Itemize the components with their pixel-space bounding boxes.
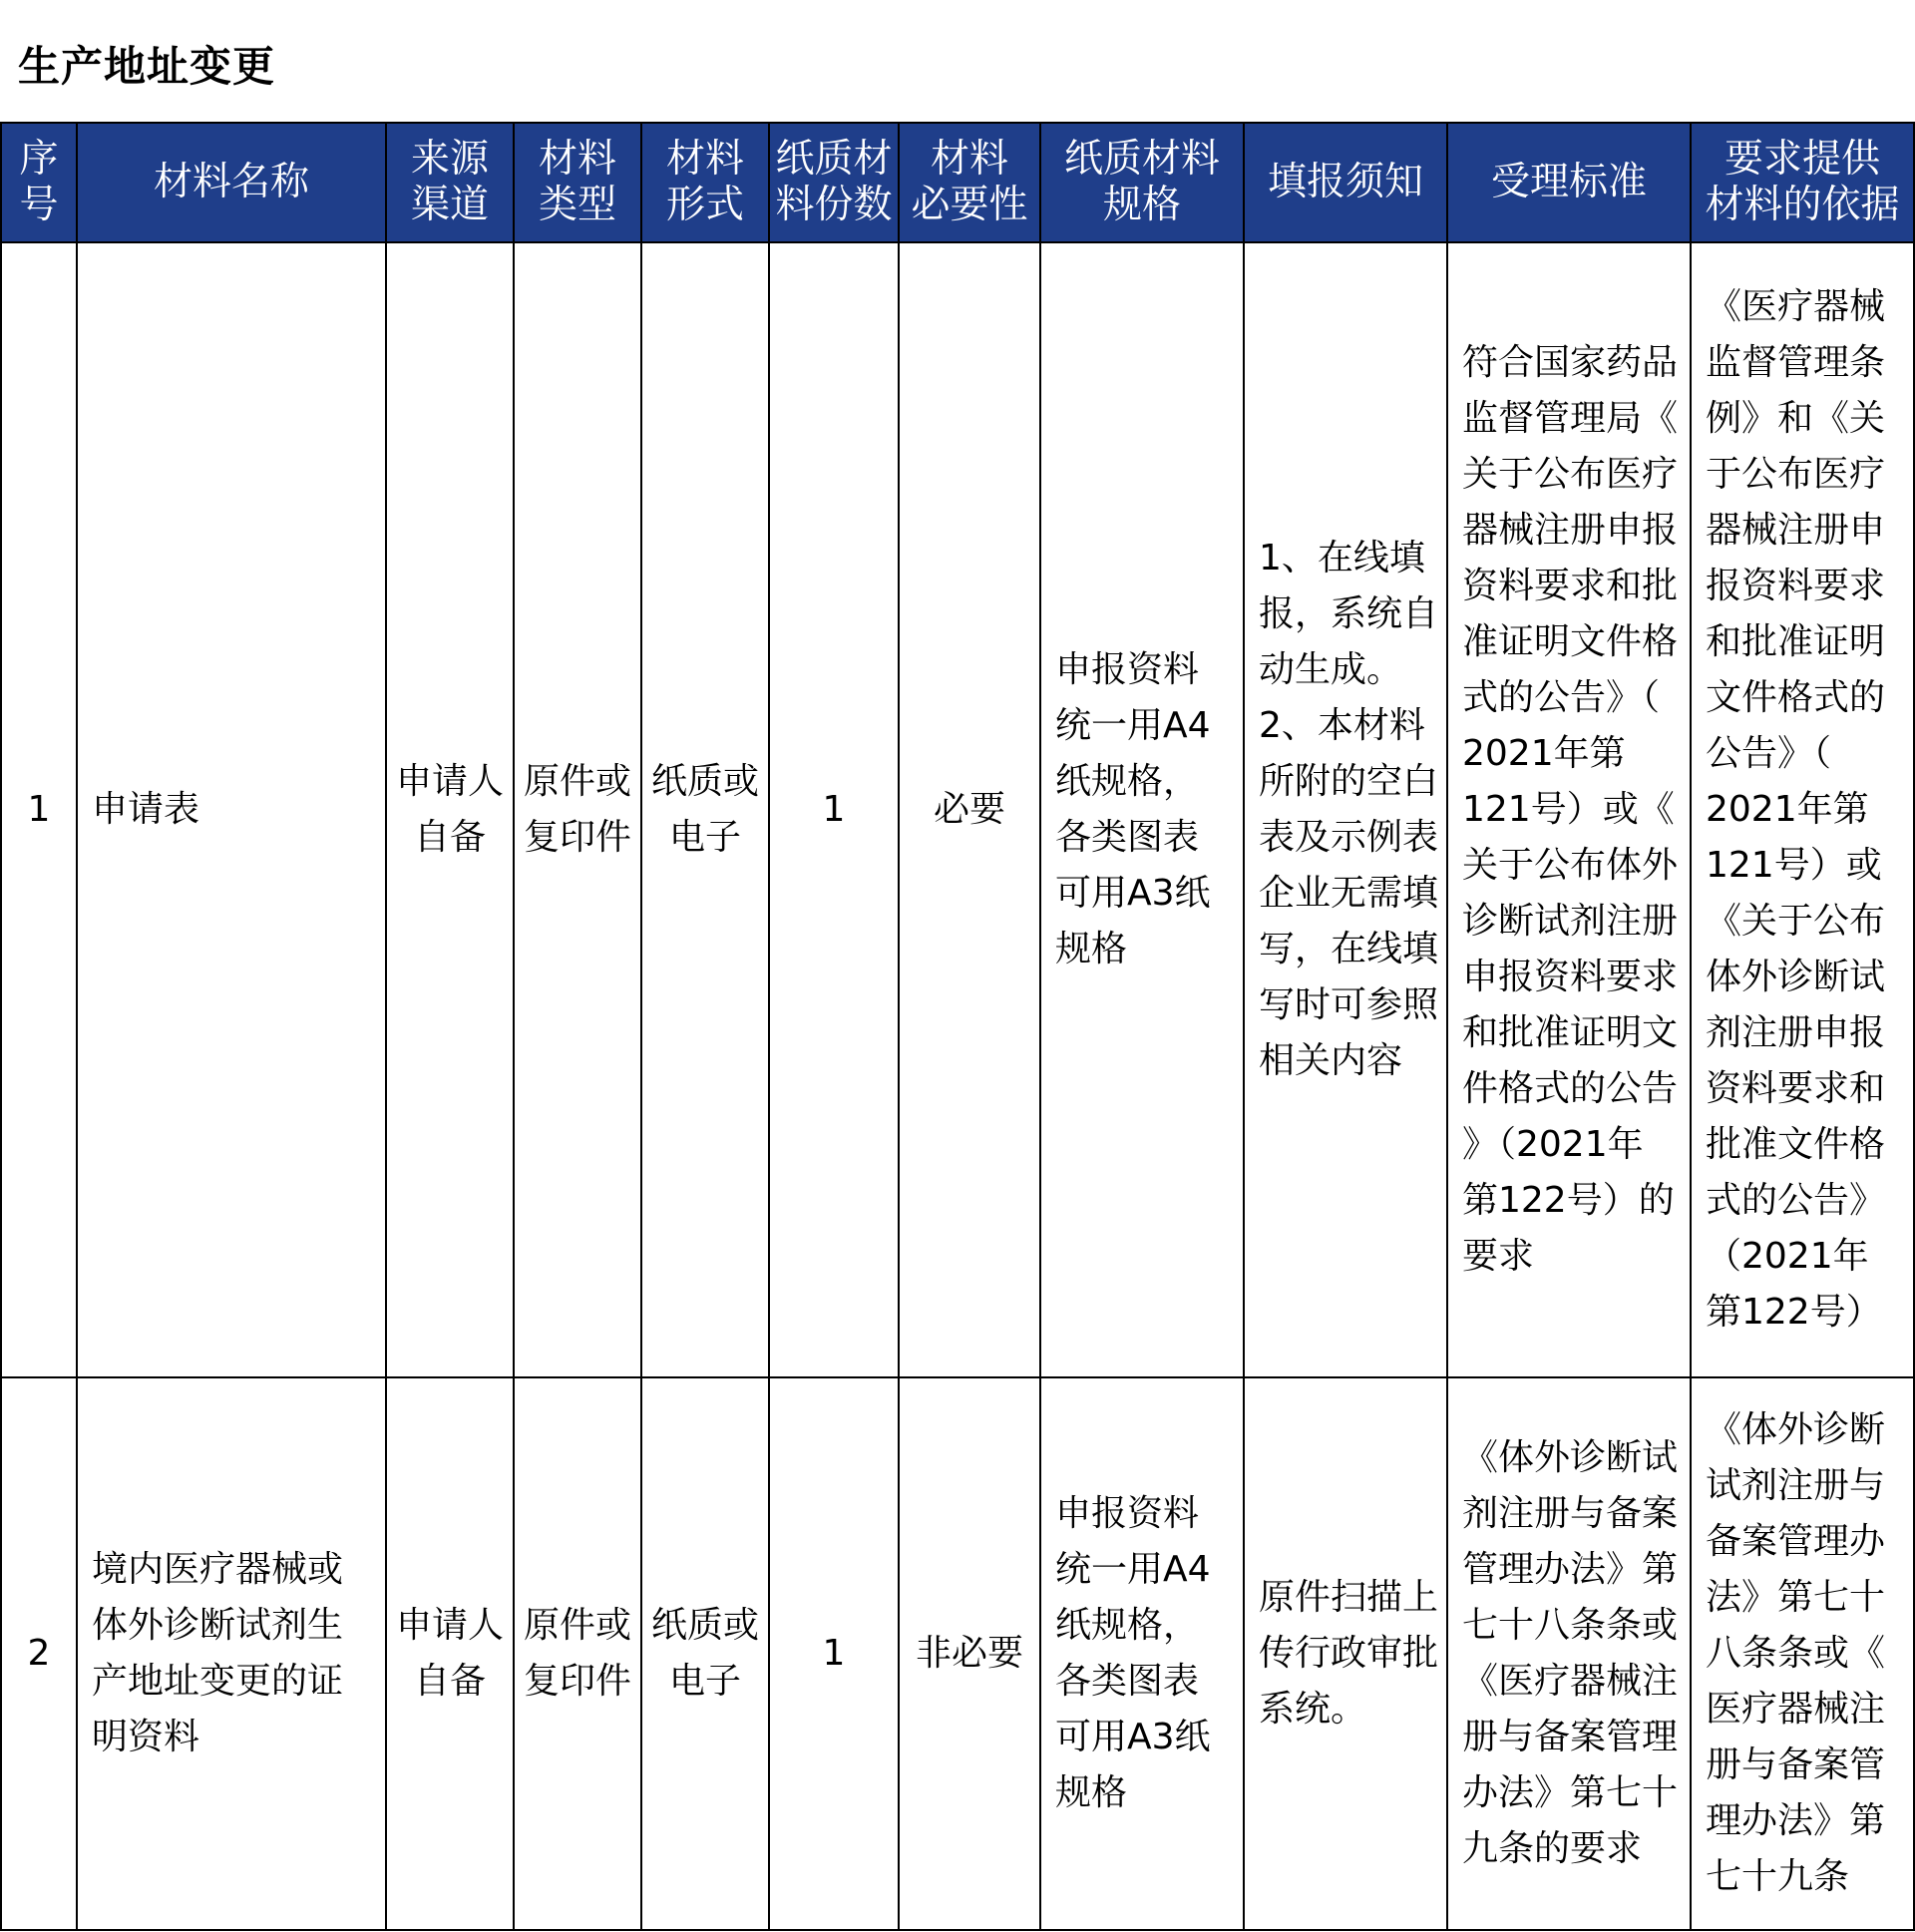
cell-source: 申请人 自备 xyxy=(386,242,514,1377)
cell-basis: 《医疗器械 监督管理条 例》和《关 于公布医疗 器械注册申 报资料要求 和批准证明 文件格式的 公告》（ 2021年第 121号）或 《关于公布 体外诊断试 剂注册申报 资料要求和 批准文件格 式的公告》 （2021年 第122号） xyxy=(1691,242,1914,1377)
header-notes: 填报须知 xyxy=(1244,123,1447,242)
cell-seq: 1 xyxy=(1,242,77,1377)
header-standard: 受理标准 xyxy=(1447,123,1691,242)
cell-notes: 原件扫描上 传行政审批 系统。 xyxy=(1244,1377,1447,1930)
cell-type: 原件或 复印件 xyxy=(514,1377,641,1930)
cell-copies: 1 xyxy=(769,242,899,1377)
cell-notes: 1、在线填 报，系统自 动生成。 2、本材料 所附的空白 表及示例表 企业无需填 写，在线填 写时可参照 相关内容 xyxy=(1244,242,1447,1377)
page-title: 生产地址变更 xyxy=(18,42,276,91)
cell-basis: 《体外诊断 试剂注册与 备案管理办 法》第七十 八条条或《 医疗器械注 册与备案管 理办法》第 七十九条 xyxy=(1691,1377,1914,1930)
cell-copies: 1 xyxy=(769,1377,899,1930)
cell-name: 境内医疗器械或 体外诊断试剂生 产地址变更的证 明资料 xyxy=(77,1377,386,1930)
cell-standard: 符合国家药品 监督管理局《 关于公布医疗 器械注册申报 资料要求和批 准证明文件格 式的公告》（ 2021年第 121号）或《 关于公布体外 诊断试剂注册 申报资料要求 和批准证明文 件格式的公告 》（2021年 第122号）的 要求 xyxy=(1447,242,1691,1377)
cell-source: 申请人 自备 xyxy=(386,1377,514,1930)
cell-form: 纸质或 电子 xyxy=(641,242,769,1377)
cell-seq: 2 xyxy=(1,1377,77,1930)
cell-standard: 《体外诊断试 剂注册与备案 管理办法》第 七十八条条或 《医疗器械注 册与备案管理 办法》第七十 九条的要求 xyxy=(1447,1377,1691,1930)
header-name: 材料名称 xyxy=(77,123,386,242)
table-header-row xyxy=(1,123,1914,242)
table-row xyxy=(1,242,1914,1377)
cell-name: 申请表 xyxy=(77,242,386,1377)
cell-spec: 申报资料 统一用A4 纸规格， 各类图表 可用A3纸 规格 xyxy=(1040,1377,1244,1930)
header-basis: 要求提供 材料的依据 xyxy=(1691,123,1914,242)
header-seq: 序 号 xyxy=(1,123,77,242)
cell-spec: 申报资料 统一用A4 纸规格， 各类图表 可用A3纸 规格 xyxy=(1040,242,1244,1377)
cell-necessity: 非必要 xyxy=(899,1377,1040,1930)
cell-necessity: 必要 xyxy=(899,242,1040,1377)
header-source: 来源 渠道 xyxy=(386,123,514,242)
header-form: 材料 形式 xyxy=(641,123,769,242)
header-copies: 纸质材 料份数 xyxy=(769,123,899,242)
cell-type: 原件或 复印件 xyxy=(514,242,641,1377)
materials-table xyxy=(0,122,1915,1931)
header-necessity: 材料 必要性 xyxy=(899,123,1040,242)
cell-form: 纸质或 电子 xyxy=(641,1377,769,1930)
header-spec: 纸质材料 规格 xyxy=(1040,123,1244,242)
table-row xyxy=(1,1377,1914,1930)
header-type: 材料 类型 xyxy=(514,123,641,242)
